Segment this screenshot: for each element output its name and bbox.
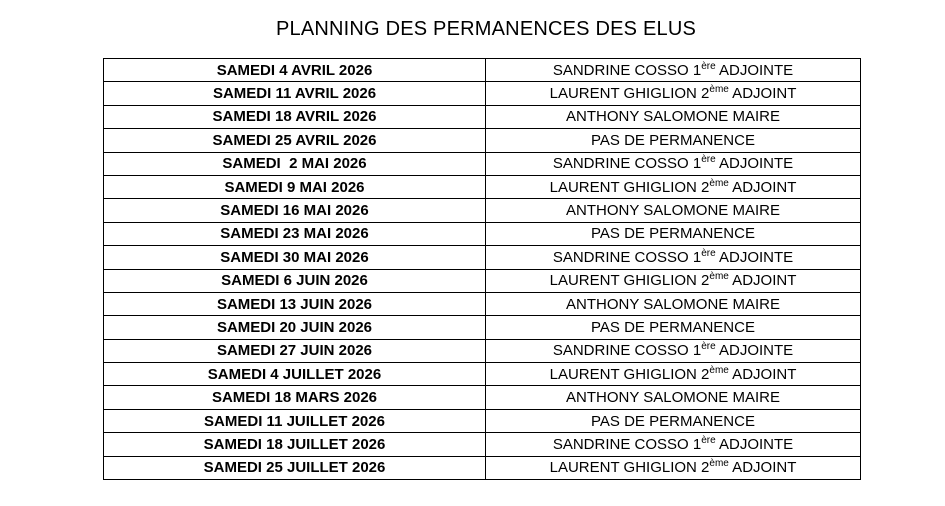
official-name: SANDRINE COSSO 1 <box>552 342 702 360</box>
official-name: SANDRINE COSSO 1 <box>552 248 702 266</box>
date-cell <box>104 269 486 292</box>
table-row <box>104 152 861 175</box>
official-name: SANDRINE COSSO 1 <box>552 61 702 79</box>
table-row <box>104 82 861 105</box>
elected-official-cell <box>486 199 861 222</box>
schedule-table-body <box>104 59 861 480</box>
date-text: SAMEDI 18 JUILLET 2026 <box>203 435 386 453</box>
table-row <box>104 316 861 339</box>
date-cell <box>104 363 486 386</box>
date-cell <box>104 316 486 339</box>
ordinal-suffix: ème <box>709 458 729 470</box>
date-cell <box>104 82 486 105</box>
table-row <box>104 292 861 315</box>
official-name: LAURENT GHIGLION 2 <box>549 178 710 196</box>
date-cell <box>104 433 486 456</box>
elected-official-cell <box>486 386 861 409</box>
date-text: SAMEDI 20 JUIN 2026 <box>216 318 373 336</box>
ordinal-suffix: ère <box>701 154 716 166</box>
ordinal-suffix: ère <box>701 341 716 353</box>
table-row <box>104 363 861 386</box>
ordinal-suffix: ère <box>701 247 716 259</box>
official-role: ADJOINTE <box>715 155 794 173</box>
official-role: ADJOINT <box>728 178 797 196</box>
date-cell <box>104 175 486 198</box>
date-cell <box>104 59 486 82</box>
official-role: ADJOINTE <box>715 342 794 360</box>
date-text: SAMEDI 16 MAI 2026 <box>220 202 369 220</box>
table-row <box>104 129 861 152</box>
table-row <box>104 386 861 409</box>
table-row <box>104 456 861 479</box>
official-role: ADJOINTE <box>715 61 794 79</box>
elected-official-cell <box>486 316 861 339</box>
ordinal-suffix: ème <box>709 364 729 376</box>
date-text: SAMEDI 25 JUILLET 2026 <box>203 459 386 477</box>
page-title: PLANNING DES PERMANENCES DES ELUS <box>275 18 697 40</box>
date-text: SAMEDI 13 JUIN 2026 <box>216 295 373 313</box>
official-role: ADJOINTE <box>715 248 794 266</box>
date-text: SAMEDI 18 MARS 2026 <box>211 389 378 407</box>
date-cell <box>104 152 486 175</box>
ordinal-suffix: ème <box>709 84 729 96</box>
elected-official-cell <box>486 152 861 175</box>
table-row <box>104 59 861 82</box>
elected-official-cell <box>486 105 861 128</box>
official-name: LAURENT GHIGLION 2 <box>549 459 710 477</box>
date-text: SAMEDI 2 MAI 2026 <box>222 155 367 173</box>
ordinal-suffix: ème <box>709 271 729 283</box>
official-role: ADJOINT <box>728 85 797 103</box>
date-text: SAMEDI 25 AVRIL 2026 <box>212 131 377 149</box>
official-name: SANDRINE COSSO 1 <box>552 435 702 453</box>
date-text: SAMEDI 11 AVRIL 2026 <box>212 85 377 103</box>
date-cell <box>104 292 486 315</box>
date-text: SAMEDI 6 JUIN 2026 <box>221 272 368 290</box>
date-cell <box>104 105 486 128</box>
official-name: ANTHONY SALOMONE MAIRE <box>566 202 780 220</box>
ordinal-suffix: ère <box>701 60 716 72</box>
official-name: LAURENT GHIGLION 2 <box>549 365 710 383</box>
date-text: SAMEDI 4 JUILLET 2026 <box>207 365 382 383</box>
official-role: ADJOINT <box>728 459 797 477</box>
table-row <box>104 409 861 432</box>
elected-official-cell <box>486 433 861 456</box>
elected-official-cell <box>486 129 861 152</box>
date-cell <box>104 386 486 409</box>
official-name: LAURENT GHIGLION 2 <box>549 85 710 103</box>
date-cell <box>104 222 486 245</box>
elected-official-cell <box>486 246 861 269</box>
elected-official-cell <box>486 339 861 362</box>
date-text: SAMEDI 4 AVRIL 2026 <box>216 61 373 79</box>
table-row <box>104 199 861 222</box>
table-row <box>104 222 861 245</box>
official-name: PAS DE PERMANENCE <box>591 131 755 149</box>
date-cell <box>104 456 486 479</box>
date-text: SAMEDI 11 JUILLET 2026 <box>204 412 385 430</box>
elected-official-cell <box>486 409 861 432</box>
official-name: ANTHONY SALOMONE MAIRE <box>566 389 780 407</box>
date-cell <box>104 246 486 269</box>
date-cell <box>104 339 486 362</box>
table-row <box>104 339 861 362</box>
official-name: SANDRINE COSSO 1 <box>552 155 702 173</box>
official-role: ADJOINT <box>728 272 797 290</box>
official-role: ADJOINT <box>728 365 797 383</box>
date-cell <box>104 199 486 222</box>
official-name: LAURENT GHIGLION 2 <box>549 272 710 290</box>
official-role: ADJOINTE <box>715 435 794 453</box>
official-name: PAS DE PERMANENCE <box>591 318 755 336</box>
elected-official-cell <box>486 82 861 105</box>
date-text: SAMEDI 23 MAI 2026 <box>220 225 369 243</box>
official-name: ANTHONY SALOMONE MAIRE <box>566 108 780 126</box>
table-row <box>104 105 861 128</box>
date-text: SAMEDI 27 JUIN 2026 <box>216 342 373 360</box>
schedule-table <box>103 58 861 480</box>
date-text: SAMEDI 18 AVRIL 2026 <box>212 108 377 126</box>
table-row <box>104 433 861 456</box>
elected-official-cell <box>486 292 861 315</box>
ordinal-suffix: ère <box>701 434 716 446</box>
elected-official-cell <box>486 175 861 198</box>
date-cell <box>104 409 486 432</box>
date-cell <box>104 129 486 152</box>
elected-official-cell <box>486 222 861 245</box>
date-text: SAMEDI 30 MAI 2026 <box>220 248 369 266</box>
elected-official-cell <box>486 269 861 292</box>
elected-official-cell <box>486 456 861 479</box>
table-row <box>104 246 861 269</box>
official-name: PAS DE PERMANENCE <box>591 225 755 243</box>
ordinal-suffix: ème <box>709 177 729 189</box>
official-name: ANTHONY SALOMONE MAIRE <box>566 295 780 313</box>
official-name: PAS DE PERMANENCE <box>591 412 755 430</box>
table-row <box>104 269 861 292</box>
date-text: SAMEDI 9 MAI 2026 <box>224 178 365 196</box>
table-row <box>104 175 861 198</box>
elected-official-cell <box>486 59 861 82</box>
elected-official-cell <box>486 363 861 386</box>
